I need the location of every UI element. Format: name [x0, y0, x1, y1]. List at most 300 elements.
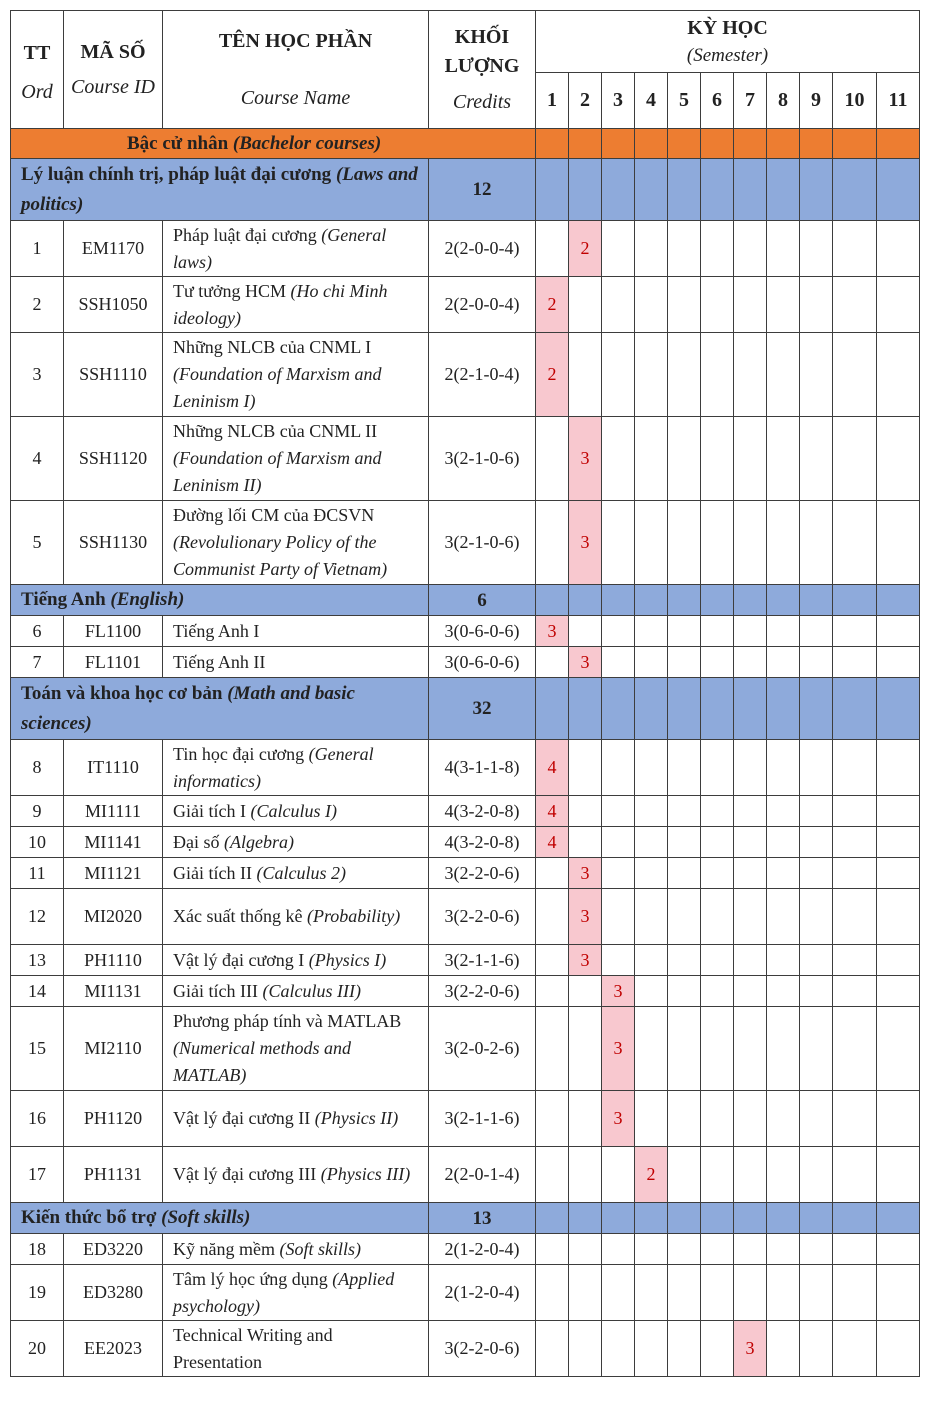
- course-credits: 2(1-2-0-4): [429, 1265, 536, 1321]
- course-credits: 3(0-6-0-6): [429, 647, 536, 678]
- course-ord: 14: [11, 976, 64, 1007]
- course-credits: 3(2-2-0-6): [429, 1321, 536, 1377]
- course-name: [163, 976, 429, 1007]
- semester-credit-mark: 3: [569, 889, 602, 945]
- semester-credit-mark: 2: [569, 221, 602, 277]
- semester-cell: [536, 976, 569, 1007]
- semester-cell: [569, 333, 602, 417]
- course-name: [163, 1007, 429, 1091]
- course-row: [11, 1147, 920, 1203]
- group-semester-cell: [701, 585, 734, 616]
- semester-cell: [833, 616, 877, 647]
- course-id: MI2110: [64, 1007, 163, 1091]
- course-name-vi: Giải tích I: [173, 800, 251, 821]
- group-semester-cell: [767, 1203, 800, 1234]
- semester-cell: [767, 1091, 800, 1147]
- semester-cell: [635, 1091, 668, 1147]
- course-row: [11, 417, 920, 501]
- group-semester-cell: [602, 678, 635, 740]
- semester-cell: [536, 1234, 569, 1265]
- semester-cell: [536, 417, 569, 501]
- group-row: [11, 1203, 920, 1234]
- course-id: ED3280: [64, 1265, 163, 1321]
- group-name: [11, 585, 429, 616]
- group-semester-cell: [635, 159, 668, 221]
- semester-cell: [536, 1007, 569, 1091]
- course-id: IT1110: [64, 740, 163, 796]
- course-name-vi: Kỹ năng mềm: [173, 1238, 280, 1259]
- semester-cell: [800, 858, 833, 889]
- semester-header-7: 7: [734, 73, 767, 129]
- course-name-vi: Những NLCB của CNML II: [173, 421, 378, 441]
- semester-cell: [800, 1091, 833, 1147]
- semester-header-10: 10: [833, 73, 877, 129]
- semester-cell: [767, 1007, 800, 1091]
- semester-header-8: 8: [767, 73, 800, 129]
- semester-cell: [800, 1007, 833, 1091]
- course-credits: 3(2-1-1-6): [429, 1091, 536, 1147]
- course-name-en: (Algebra): [224, 831, 294, 852]
- semester-cell: [536, 858, 569, 889]
- semester-cell: [536, 945, 569, 976]
- group-semester-cell: [734, 678, 767, 740]
- semester-cell: [536, 501, 569, 585]
- course-row: [11, 647, 920, 678]
- semester-cell: [635, 277, 668, 333]
- course-row: [11, 333, 920, 417]
- semester-credit-mark: 3: [569, 417, 602, 501]
- semester-cell: [833, 945, 877, 976]
- course-ord: 4: [11, 417, 64, 501]
- semester-cell: [701, 501, 734, 585]
- semester-cell: [877, 796, 920, 827]
- semester-credit-mark: 4: [536, 740, 569, 796]
- semester-cell: [734, 858, 767, 889]
- group-row: [11, 159, 920, 221]
- semester-cell: [734, 796, 767, 827]
- course-credits: 4(3-1-1-8): [429, 740, 536, 796]
- header-tt: TT: [23, 41, 51, 64]
- semester-cell: [800, 1147, 833, 1203]
- course-ord: 3: [11, 333, 64, 417]
- semester-credit-mark: 3: [734, 1321, 767, 1377]
- course-name-vi: Tư tưởng HCM: [173, 280, 291, 301]
- course-ord: 20: [11, 1321, 64, 1377]
- semester-cell: [635, 647, 668, 678]
- group-semester-cell: [734, 159, 767, 221]
- course-row: [11, 1234, 920, 1265]
- course-credits: 2(1-2-0-4): [429, 1234, 536, 1265]
- course-name-vi: Tâm lý học ứng dụng: [173, 1268, 333, 1289]
- course-name-vi: Giải tích II: [173, 862, 257, 883]
- course-name-en: (Calculus 2): [256, 862, 346, 883]
- group-semester-cell: [569, 585, 602, 616]
- semester-cell: [602, 827, 635, 858]
- curriculum-table: [10, 10, 920, 1377]
- semester-cell: [701, 740, 734, 796]
- course-name-vi: Đường lối CM của ĐCSVN: [173, 505, 375, 525]
- course-name-vi: Vật lý đại cương II: [173, 1108, 315, 1128]
- semester-cell: [635, 858, 668, 889]
- semester-cell: [767, 945, 800, 976]
- semester-cell: [877, 501, 920, 585]
- course-row: [11, 1007, 920, 1091]
- semester-cell: [569, 1234, 602, 1265]
- group-semester-cell: [635, 678, 668, 740]
- group-semester-cell: [569, 678, 602, 740]
- semester-cell: [800, 417, 833, 501]
- semester-cell: [602, 1234, 635, 1265]
- semester-cell: [569, 1147, 602, 1203]
- group-row: [11, 678, 920, 740]
- semester-cell: [877, 277, 920, 333]
- semester-cell: [877, 827, 920, 858]
- course-id: FL1100: [64, 616, 163, 647]
- course-name: [163, 945, 429, 976]
- semester-cell: [602, 945, 635, 976]
- bachelor-vi: Bậc cử nhân: [127, 133, 233, 154]
- course-name: [163, 647, 429, 678]
- course-name: [163, 1091, 429, 1147]
- semester-cell: [734, 889, 767, 945]
- course-row: [11, 740, 920, 796]
- semester-cell: [602, 501, 635, 585]
- course-name: [163, 501, 429, 585]
- semester-cell: [668, 1265, 701, 1321]
- course-name-en: (Ho chi Minh ideology): [173, 280, 388, 328]
- semester-cell: [767, 740, 800, 796]
- semester-cell: [767, 221, 800, 277]
- semester-cell: [635, 616, 668, 647]
- course-name-en: (Foundation of Marxism and Leninism I): [173, 364, 382, 411]
- course-name-en: (Physics III): [320, 1164, 411, 1184]
- semester-cell: [701, 1265, 734, 1321]
- semester-cell: [635, 827, 668, 858]
- group-semester-cell: [833, 1203, 877, 1234]
- semester-credit-mark: 3: [602, 1007, 635, 1091]
- bachelor-en: (Bachelor courses): [232, 133, 382, 154]
- semester-cell: [833, 417, 877, 501]
- course-credits: 2(2-0-0-4): [429, 277, 536, 333]
- semester-cell: [668, 827, 701, 858]
- course-id: SSH1050: [64, 277, 163, 333]
- semester-cell: [635, 1234, 668, 1265]
- course-credits: 2(2-0-1-4): [429, 1147, 536, 1203]
- group-semester-cell: [767, 585, 800, 616]
- semester-cell: [877, 976, 920, 1007]
- semester-cell: [877, 1321, 920, 1377]
- semester-cell: [668, 796, 701, 827]
- course-row: [11, 827, 920, 858]
- course-credits: 4(3-2-0-8): [429, 796, 536, 827]
- semester-cell: [536, 1147, 569, 1203]
- semester-cell: [668, 1007, 701, 1091]
- semester-credit-mark: 3: [569, 647, 602, 678]
- semester-cell: [767, 1234, 800, 1265]
- semester-cell: [668, 647, 701, 678]
- header-credits: Credits: [452, 91, 512, 113]
- course-credits: 3(2-2-0-6): [429, 858, 536, 889]
- semester-cell: [701, 889, 734, 945]
- course-row: [11, 1321, 920, 1377]
- semester-cell: [767, 1321, 800, 1377]
- group-semester-cell: [833, 159, 877, 221]
- course-row: [11, 501, 920, 585]
- course-name-vi: Vật lý đại cương I: [173, 949, 309, 970]
- semester-cell: [833, 858, 877, 889]
- course-name-en: (Numerical methods and MATLAB): [173, 1038, 351, 1085]
- semester-cell: [877, 740, 920, 796]
- semester-cell: [833, 1091, 877, 1147]
- semester-cell: [668, 1234, 701, 1265]
- group-credits: 32: [429, 678, 536, 740]
- semester-cell: [877, 417, 920, 501]
- semester-cell: [734, 501, 767, 585]
- semester-cell: [734, 277, 767, 333]
- course-id: MI1121: [64, 858, 163, 889]
- course-name: [163, 796, 429, 827]
- group-semester-cell: [569, 159, 602, 221]
- course-credits: 3(2-0-2-6): [429, 1007, 536, 1091]
- semester-cell: [701, 616, 734, 647]
- group-name-vi: Lý luận chính trị, pháp luật đại cương: [21, 163, 336, 185]
- semester-cell: [833, 221, 877, 277]
- semester-cell: [701, 333, 734, 417]
- semester-cell: [767, 616, 800, 647]
- semester-cell: [701, 858, 734, 889]
- semester-cell: [877, 945, 920, 976]
- group-semester-cell: [536, 585, 569, 616]
- course-name: [163, 858, 429, 889]
- semester-cell: [877, 1091, 920, 1147]
- semester-cell: [734, 417, 767, 501]
- course-name: [163, 221, 429, 277]
- semester-cell: [767, 1265, 800, 1321]
- semester-cell: [877, 1234, 920, 1265]
- semester-cell: [569, 1321, 602, 1377]
- course-name-vi: Giải tích III: [173, 980, 263, 1001]
- semester-credit-mark: 4: [536, 827, 569, 858]
- group-semester-cell: [701, 678, 734, 740]
- semester-cell: [668, 740, 701, 796]
- header-row-top: [11, 11, 920, 73]
- semester-cell: [800, 945, 833, 976]
- semester-cell: [767, 417, 800, 501]
- group-name-en: (Laws and politics): [21, 163, 418, 215]
- semester-cell: [833, 1007, 877, 1091]
- group-semester-cell: [602, 585, 635, 616]
- course-row: [11, 1091, 920, 1147]
- semester-cell: [833, 827, 877, 858]
- semester-cell: [833, 740, 877, 796]
- semester-cell: [635, 889, 668, 945]
- course-row: [11, 221, 920, 277]
- semester-cell: [635, 1265, 668, 1321]
- group-semester-cell: [734, 585, 767, 616]
- course-name: [163, 740, 429, 796]
- course-row: [11, 616, 920, 647]
- group-semester-cell: [602, 159, 635, 221]
- semester-header-4: 4: [635, 73, 668, 129]
- course-id: MI1111: [64, 796, 163, 827]
- group-semester-cell: [668, 585, 701, 616]
- course-ord: 19: [11, 1265, 64, 1321]
- course-name: [163, 827, 429, 858]
- semester-cell: [877, 858, 920, 889]
- semester-cell: [635, 945, 668, 976]
- semester-credit-mark: 4: [536, 796, 569, 827]
- semester-cell: [602, 889, 635, 945]
- course-name-en: (Applied psychology): [173, 1268, 395, 1316]
- semester-cell: [602, 333, 635, 417]
- course-id: EE2023: [64, 1321, 163, 1377]
- course-name-en: (Probability): [306, 906, 401, 926]
- semester-cell: [833, 976, 877, 1007]
- semester-cell: [701, 1091, 734, 1147]
- semester-credit-mark: 3: [602, 976, 635, 1007]
- course-name-en: (Soft skills): [279, 1238, 361, 1259]
- group-semester-cell: [536, 1203, 569, 1234]
- semester-cell: [767, 501, 800, 585]
- course-name: [163, 1147, 429, 1203]
- course-row: [11, 976, 920, 1007]
- semester-cell: [635, 740, 668, 796]
- semester-cell: [877, 1265, 920, 1321]
- semester-cell: [800, 976, 833, 1007]
- semester-cell: [668, 1147, 701, 1203]
- semester-cell: [833, 796, 877, 827]
- course-name-vi: Những NLCB của CNML I: [173, 337, 372, 357]
- course-ord: 11: [11, 858, 64, 889]
- semester-cell: [877, 1007, 920, 1091]
- group-name-vi: Kiến thức bổ trợ: [21, 1207, 162, 1228]
- semester-cell: [734, 740, 767, 796]
- semester-cell: [800, 333, 833, 417]
- course-credits: 2(2-1-0-4): [429, 333, 536, 417]
- course-name: [163, 889, 429, 945]
- semester-cell: [833, 333, 877, 417]
- course-credits: 3(2-1-0-6): [429, 417, 536, 501]
- semester-cell: [536, 221, 569, 277]
- course-credits: 3(2-2-0-6): [429, 889, 536, 945]
- semester-cell: [569, 616, 602, 647]
- semester-cell: [569, 1091, 602, 1147]
- semester-credit-mark: 2: [536, 333, 569, 417]
- semester-cell: [602, 1147, 635, 1203]
- semester-header-6: 6: [701, 73, 734, 129]
- bachelor-label: [11, 129, 536, 159]
- semester-cell: [767, 277, 800, 333]
- course-id: MI2020: [64, 889, 163, 945]
- semester-cell: [734, 827, 767, 858]
- semester-cell: [701, 1147, 734, 1203]
- group-semester-cell: [800, 678, 833, 740]
- semester-cell: [569, 740, 602, 796]
- group-name-vi: Tiếng Anh: [21, 589, 111, 610]
- semester-cell: [800, 889, 833, 945]
- group-semester-cell: [734, 1203, 767, 1234]
- semester-cell: [701, 945, 734, 976]
- semester-cell: [800, 1265, 833, 1321]
- course-id: SSH1120: [64, 417, 163, 501]
- course-name-en: (Foundation of Marxism and Leninism II): [173, 448, 382, 495]
- header-credits-cell: [429, 11, 536, 129]
- course-name-en: (Calculus III): [262, 980, 361, 1001]
- header-name-cell: [163, 11, 429, 129]
- semester-cell: [536, 1091, 569, 1147]
- group-credits: 12: [429, 159, 536, 221]
- course-id: ED3220: [64, 1234, 163, 1265]
- semester-cell: [734, 1091, 767, 1147]
- semester-cell: [701, 1234, 734, 1265]
- semester-cell: [668, 616, 701, 647]
- group-semester-cell: [800, 1203, 833, 1234]
- semester-cell: [668, 976, 701, 1007]
- course-row: [11, 277, 920, 333]
- group-name: [11, 678, 429, 740]
- semester-cell: [602, 1265, 635, 1321]
- semester-cell: [734, 616, 767, 647]
- semester-cell: [734, 1234, 767, 1265]
- semester-cell: [602, 647, 635, 678]
- semester-credit-mark: 3: [536, 616, 569, 647]
- semester-cell: [734, 333, 767, 417]
- header-semester: (Semester): [686, 44, 769, 66]
- group-semester-cell: [877, 585, 920, 616]
- semester-credit-mark: 3: [602, 1091, 635, 1147]
- semester-cell: [800, 740, 833, 796]
- course-credits: 3(2-2-0-6): [429, 976, 536, 1007]
- semester-cell: [734, 647, 767, 678]
- semester-cell: [668, 1091, 701, 1147]
- semester-cell: [602, 221, 635, 277]
- semester-header-2: 2: [569, 73, 602, 129]
- course-name-vi: Vật lý đại cương III: [173, 1164, 321, 1184]
- semester-cell: [767, 333, 800, 417]
- semester-cell: [877, 616, 920, 647]
- course-ord: 13: [11, 945, 64, 976]
- group-semester-cell: [668, 1203, 701, 1234]
- semester-cell: [833, 1234, 877, 1265]
- header-ten-hoc-phan: TÊN HỌC PHẦN: [218, 29, 373, 52]
- course-name: [163, 277, 429, 333]
- group-name: [11, 1203, 429, 1234]
- course-id: MI1131: [64, 976, 163, 1007]
- semester-header-1: 1: [536, 73, 569, 129]
- course-ord: 1: [11, 221, 64, 277]
- semester-cell: [833, 1147, 877, 1203]
- course-name-vi: Tin học đại cương: [173, 743, 309, 764]
- course-row: [11, 1265, 920, 1321]
- group-semester-cell: [767, 159, 800, 221]
- semester-cell: [701, 827, 734, 858]
- semester-cell: [833, 1321, 877, 1377]
- semester-cell: [833, 1265, 877, 1321]
- course-id: SSH1130: [64, 501, 163, 585]
- course-name-en: (Physics II): [314, 1108, 399, 1128]
- semester-cell: [536, 1265, 569, 1321]
- course-id: EM1170: [64, 221, 163, 277]
- course-name-vi: Đại số: [173, 831, 224, 852]
- semester-cell: [635, 501, 668, 585]
- header-course-id: Course ID: [71, 75, 155, 98]
- group-semester-cell: [877, 159, 920, 221]
- semester-cell: [668, 501, 701, 585]
- group-semester-cell: [635, 1203, 668, 1234]
- semester-cell: [569, 277, 602, 333]
- semester-cell: [668, 333, 701, 417]
- course-name-en: (Calculus I): [250, 800, 337, 821]
